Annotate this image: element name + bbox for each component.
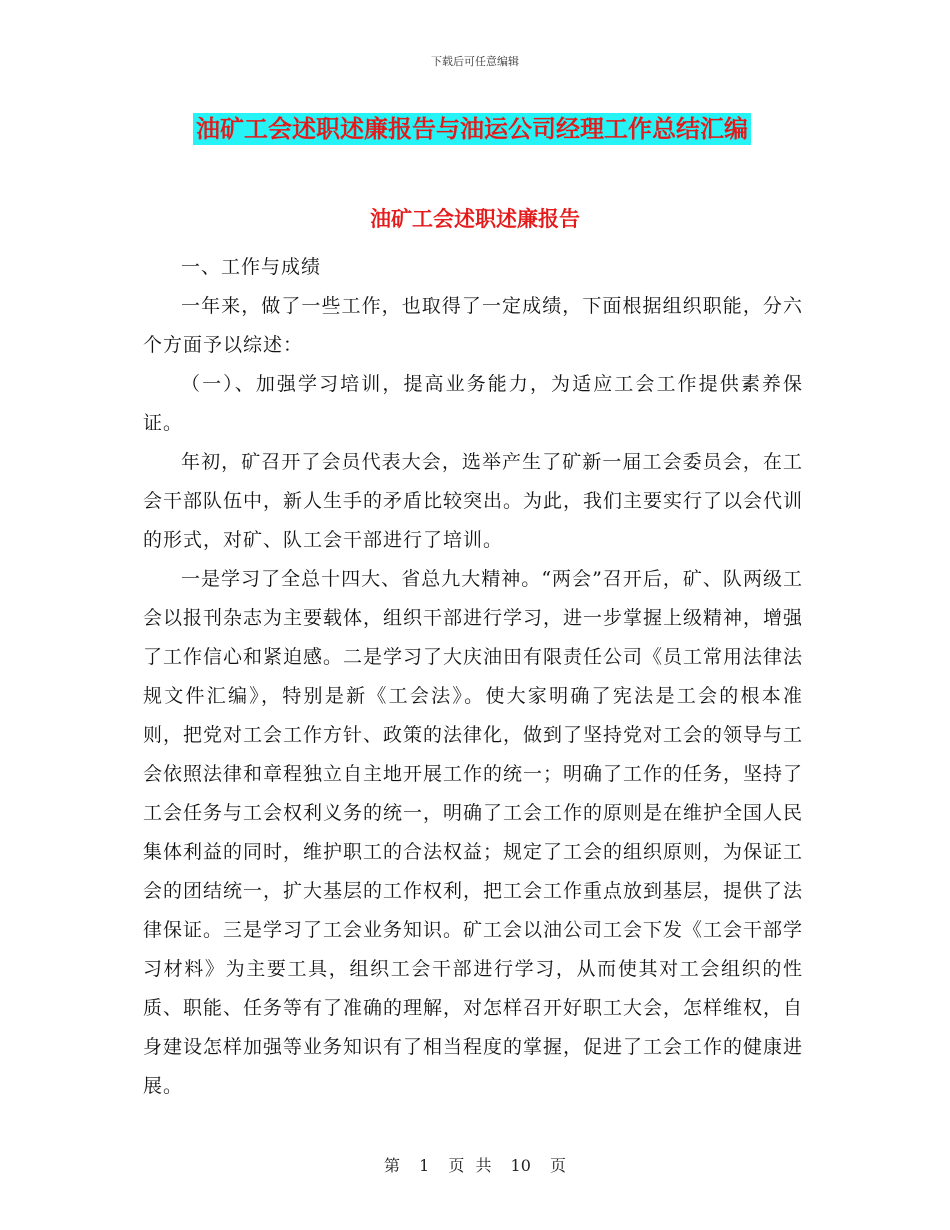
section-title: 油矿工会述职述廉报告 <box>370 206 580 231</box>
footer-suffix: 页 <box>550 1156 567 1175</box>
paragraph: 年初，矿召开了会员代表大会，选举产生了矿新一届工会委员会，在工会干部队伍中，新人生手的矛盾比较突出。为此，我们主要实行了以会代训的形式，对矿、队工会干部进行了培训。 <box>143 451 804 551</box>
footer-middle: 页 共 <box>448 1156 492 1175</box>
current-page-number: 1 <box>419 1156 430 1175</box>
footer-prefix: 第 <box>383 1156 400 1175</box>
paragraph: （一）、加强学习培训，提高业务能力，为适应工会工作提供素养保证。 <box>143 373 803 434</box>
document-body <box>143 248 803 1106</box>
paragraph: 一、工作与成绩 <box>181 256 322 278</box>
paragraph: 一年来，做了一些工作，也取得了一定成绩，下面根据组织职能，分六个方面予以综述： <box>143 295 803 356</box>
paragraph: 一是学习了全总十四大、省总九大精神。“两会”召开后，矿、队两级工会以报刊杂志为主要载体，组织干部进行学习，进一步掌握上级精神，增强了工作信心和紧迫感。二是学习了大庆油田有限责任公司《员工常用法律法规文件汇编》，特别是新《工会法》。使大家明确了宪法是工会的根本准则，把党对工会工作方针、政策的法律化，做到了坚持党对工会的领导与工会依照法律和章程独立自主地开展工作的统一；明确了工作的任务，坚持了工会任务与工会权利义务的统一，明确了工会工作的原则是在维护全国人民集体利益的同时，维护职工的合法权益；规定了工会的组织原则，为保证工会的团结统一，扩大基层的工作权利，把工会工作重点放到基层，提供了法律保证。三是学习了工会业务知识。矿工会以油公司工会下发《工会干部学习材料》为主要工具，组织工会干部进行学习，从而使其对工会组织的性质、职能、任务等有了准确的理解，对怎样召开好职工大会，怎样维权，自身建设怎样加强等业务知识有了相当程度的掌握，促进了工会工作的健康进展。 <box>143 568 804 1097</box>
main-title: 油矿工会述职述廉报告与油运公司经理工作总结汇编 <box>193 113 751 145</box>
page-footer <box>0 1153 950 1176</box>
header-note: 下载后可任意编辑 <box>431 55 519 68</box>
total-page-count: 10 <box>510 1156 531 1175</box>
